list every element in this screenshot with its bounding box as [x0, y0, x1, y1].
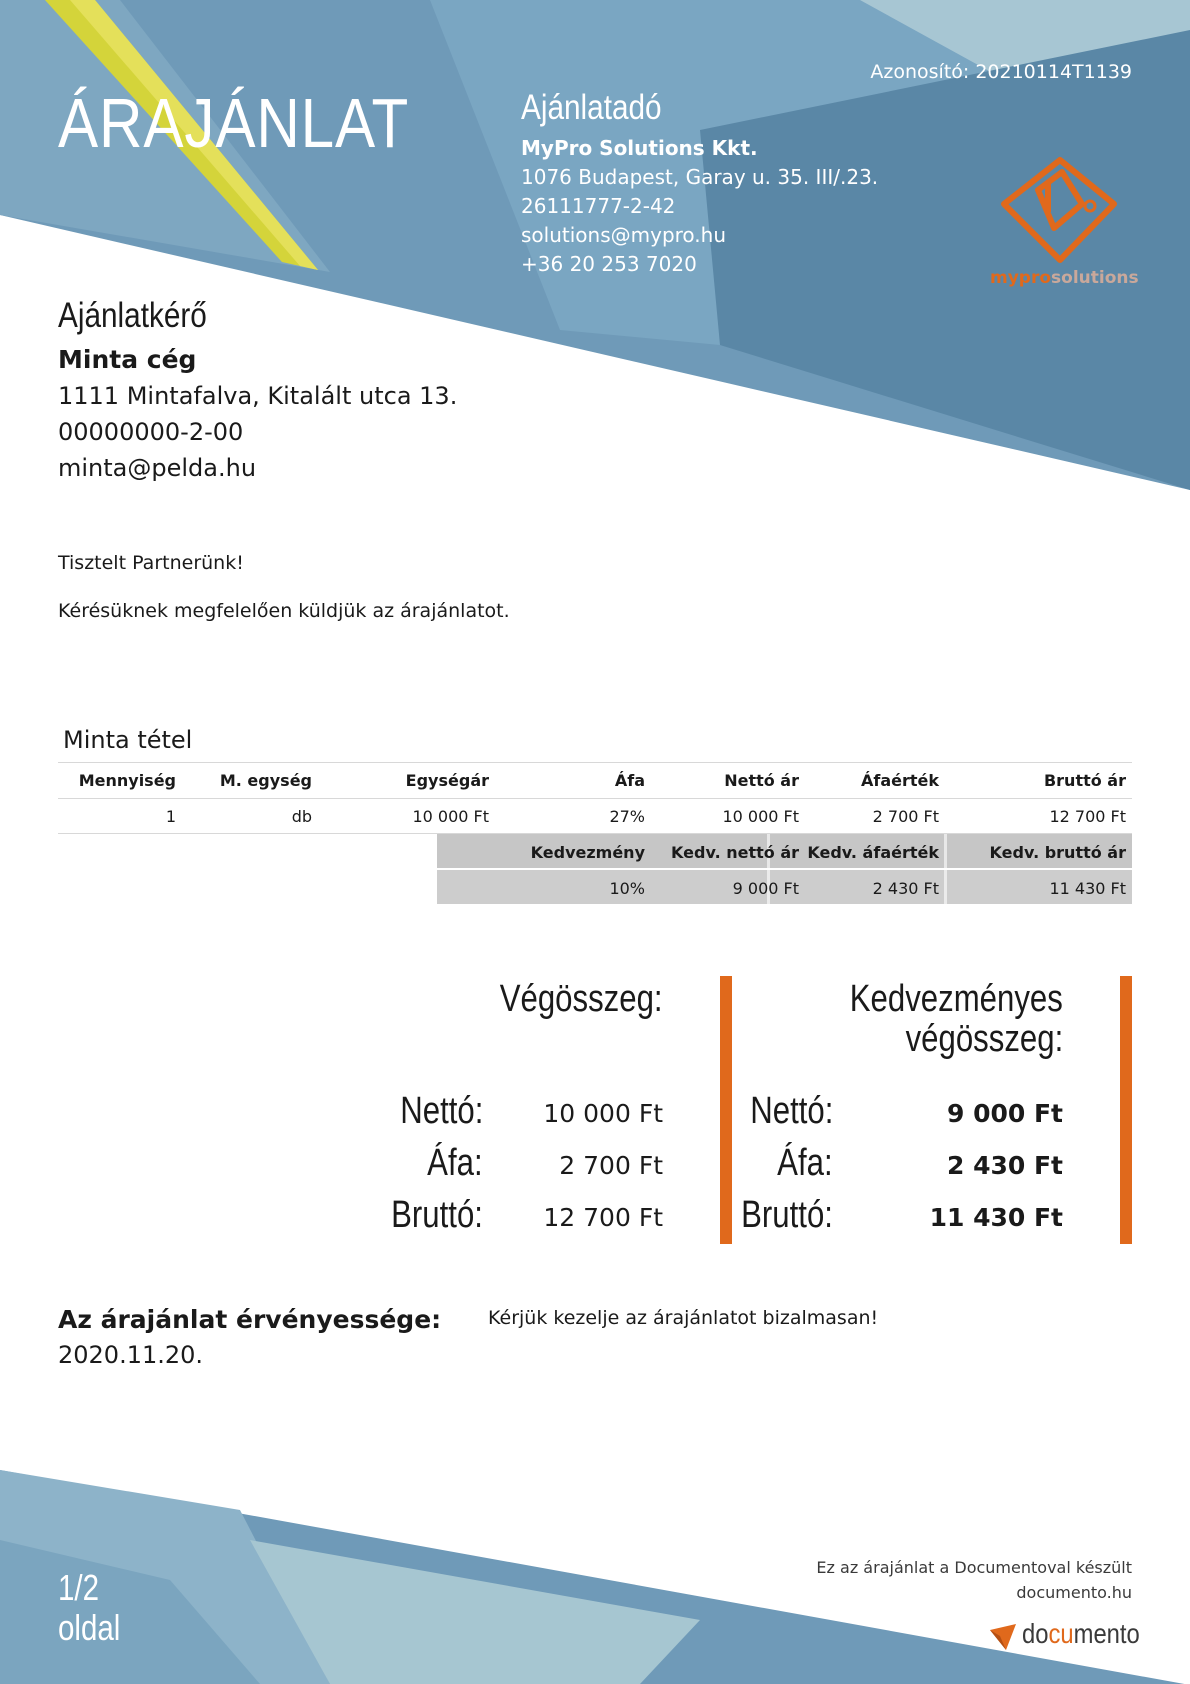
disc-totals-heading-2: végösszeg:: [905, 1018, 1063, 1060]
col-header-net-price: Nettó ár: [724, 771, 799, 790]
disc-totals-vat-value: 2 430 Ft: [946, 1151, 1063, 1180]
totals-gross-value: 12 700 Ft: [543, 1203, 663, 1232]
table-cell-net-price: 10 000 Ft: [722, 807, 799, 826]
col-header-vat-amount: Áfaérték: [860, 771, 939, 790]
discount-col-sep-2: [944, 834, 947, 904]
disc-totals-gross-value: 11 430 Ft: [929, 1203, 1063, 1232]
disc-totals-gross-label: Bruttó:: [741, 1194, 833, 1236]
provider-phone: +36 20 253 7020: [521, 252, 697, 276]
validity-label: Az árajánlat érvényessége:: [58, 1305, 442, 1334]
requester-email: minta@pelda.hu: [58, 454, 257, 482]
documento-logo: [988, 1618, 1138, 1658]
brand-part-do: do: [1022, 1618, 1049, 1649]
provider-email: solutions@mypro.hu: [521, 223, 727, 247]
table-cell-disc-net: 9 000 Ft: [732, 879, 799, 898]
requester-block: [58, 296, 457, 486]
logo-text-solutions: solutions: [1051, 268, 1139, 288]
totals-heading: Végösszeg:: [500, 978, 663, 1020]
documento-logo-icon: [988, 1622, 1018, 1652]
provider-address: 1076 Budapest, Garay u. 35. III/.23.: [521, 165, 879, 189]
table-cell-disc-gross: 11 430 Ft: [1049, 879, 1126, 898]
disc-totals-net-label: Nettó:: [749, 1090, 833, 1132]
disc-totals-vat-label: Áfa:: [777, 1142, 833, 1184]
disc-totals-accent-bar: [1120, 976, 1132, 1244]
greeting: Tisztelt Partnerünk!: [58, 552, 244, 574]
table-cell-discount: 10%: [609, 879, 645, 898]
item-title: Minta tétel: [63, 726, 193, 754]
col-header-vat: Áfa: [614, 771, 645, 790]
totals-net-value: 10 000 Ft: [543, 1099, 663, 1128]
intro-text: Kérésüknek megfelelően küldjük az árajánlatot.: [58, 600, 510, 622]
page-word: oldal: [58, 1607, 121, 1648]
col-header-disc-vat: Kedv. áfaérték: [807, 843, 939, 862]
table-cell-unit-price: 10 000 Ft: [412, 807, 489, 826]
totals-net-label: Nettó:: [399, 1090, 483, 1132]
provider-block: [521, 88, 878, 279]
requester-tax-id: 00000000-2-00: [58, 418, 244, 446]
totals-gross-label: Bruttó:: [391, 1194, 483, 1236]
page-indicator: [58, 1568, 120, 1648]
table-cell-unit: db: [291, 807, 312, 826]
provider-tax-id: 26111777-2-42: [521, 194, 676, 218]
made-with-note: [816, 1555, 1132, 1605]
table-header-rule: [58, 798, 1132, 799]
totals-vat-label: Áfa:: [427, 1142, 483, 1184]
confidential-note: Kérjük kezelje az árajánlatot bizalmasan!: [488, 1307, 879, 1329]
table-cell-gross-price: 12 700 Ft: [1049, 807, 1126, 826]
table-cell-vat: 27%: [609, 807, 645, 826]
disc-totals-net-value: 9 000 Ft: [946, 1099, 1063, 1128]
logo-text-mypro: mypro: [990, 268, 1052, 288]
requester-heading: Ajánlatkérő: [58, 296, 207, 335]
col-header-unit-price: Egységár: [405, 771, 489, 790]
documento-wordmark: [1022, 1618, 1140, 1650]
mypro-logo-text: [990, 268, 1139, 288]
col-header-quantity: Mennyiség: [78, 771, 176, 790]
totals-vat-value: 2 700 Ft: [559, 1151, 663, 1180]
requester-name: Minta cég: [58, 345, 197, 374]
col-header-discount: Kedvezmény: [530, 843, 645, 862]
documento-site-link[interactable]: documento.hu: [1016, 1583, 1132, 1602]
disc-totals-heading-1: Kedvezményes: [849, 978, 1063, 1020]
table-top-rule: [58, 762, 1132, 763]
brand-part-cu: cu: [1048, 1618, 1074, 1649]
provider-name: MyPro Solutions Kkt.: [521, 136, 758, 160]
document-title: ÁRAJÁNLAT: [58, 84, 410, 162]
table-cell-disc-vat: 2 430 Ft: [872, 879, 939, 898]
made-with-text: Ez az árajánlat a Documentoval készült: [816, 1558, 1132, 1577]
col-header-gross-price: Bruttó ár: [1043, 771, 1126, 790]
provider-heading: Ajánlatadó: [521, 88, 662, 127]
col-header-unit: M. egység: [219, 771, 312, 790]
col-header-disc-gross: Kedv. bruttó ár: [989, 843, 1126, 862]
page-number: 1/2: [58, 1567, 100, 1608]
brand-part-mento: mento: [1073, 1618, 1140, 1649]
table-cell-vat-amount: 2 700 Ft: [872, 807, 939, 826]
totals-accent-bar: [720, 976, 732, 1244]
offer-identifier: Azonosító: 20210114T1139: [870, 61, 1132, 83]
item-table: [58, 762, 1132, 908]
validity-date: 2020.11.20.: [58, 1341, 204, 1369]
table-cell-quantity: 1: [165, 807, 176, 826]
requester-address: 1111 Mintafalva, Kitalált utca 13.: [58, 382, 458, 410]
col-header-disc-net: Kedv. nettó ár: [671, 843, 799, 862]
